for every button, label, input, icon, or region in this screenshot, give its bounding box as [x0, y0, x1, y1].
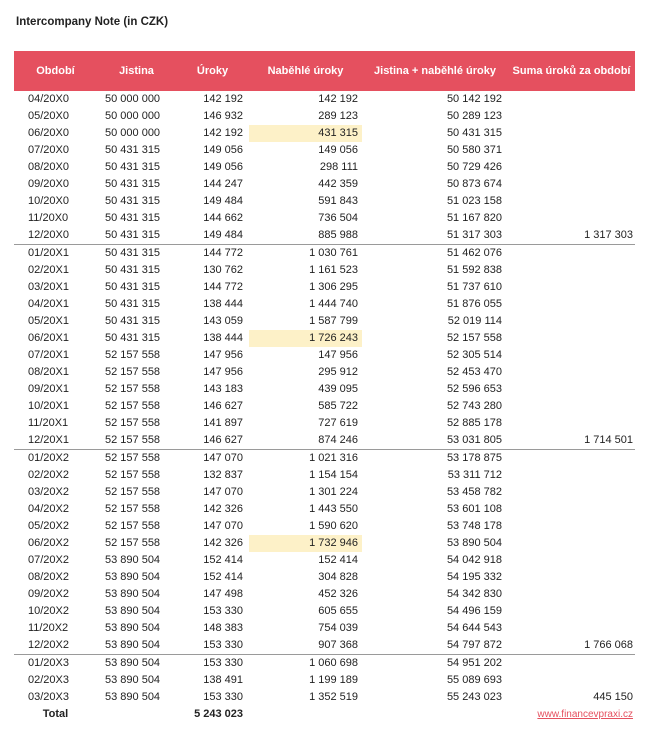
principal-plus-accrued-cell: 50 431 315 — [446, 127, 502, 139]
period-interest-sum-cell — [508, 501, 635, 518]
accrued-interest-cell: 874 246 — [318, 434, 358, 446]
interest-cell: 149 056 — [203, 144, 243, 156]
header-period: Období — [14, 51, 97, 91]
period-interest-sum-cell — [508, 176, 635, 193]
accrued-interest-cell: 298 111 — [319, 161, 358, 173]
interest-cell: 146 627 — [203, 400, 243, 412]
period-cell: 12/20X1 — [28, 434, 69, 446]
principal-cell: 53 890 504 — [105, 622, 161, 634]
accrued-interest-cell: 1 590 620 — [309, 520, 358, 532]
accrued-interest-cell: 907 368 — [318, 639, 358, 651]
period-cell: 02/20X1 — [28, 264, 69, 276]
header-principal-plus-accrued: Jistina + naběhlé úroky — [362, 51, 508, 91]
accrued-interest-cell: 295 912 — [318, 366, 358, 378]
principal-cell: 50 431 315 — [105, 264, 161, 276]
period-interest-sum-cell — [508, 159, 635, 176]
principal-cell: 50 431 315 — [105, 229, 161, 241]
table-row — [14, 296, 635, 313]
period-cell: 07/20X1 — [28, 349, 69, 361]
interest-cell: 147 956 — [203, 349, 243, 361]
accrued-interest-cell: 442 359 — [318, 178, 358, 190]
period-cell: 07/20X2 — [28, 554, 69, 566]
table-row — [14, 637, 635, 655]
period-cell: 04/20X1 — [28, 298, 69, 310]
interest-cell: 142 326 — [203, 537, 243, 549]
period-interest-sum-cell — [508, 415, 635, 432]
accrued-interest-cell: 1 352 519 — [309, 691, 358, 703]
interest-cell: 149 484 — [203, 195, 243, 207]
interest-cell: 143 183 — [203, 383, 243, 395]
table-row — [14, 313, 635, 330]
table-row — [14, 159, 635, 176]
table-row — [14, 501, 635, 518]
period-interest-sum-cell — [508, 279, 635, 296]
table-row — [14, 620, 635, 637]
table-row — [14, 603, 635, 620]
interest-cell: 132 837 — [203, 469, 243, 481]
interest-cell: 138 444 — [203, 298, 243, 310]
total-empty-cell — [97, 706, 176, 723]
accrued-interest-cell: 1 306 295 — [309, 281, 358, 293]
principal-plus-accrued-cell: 52 885 178 — [446, 417, 502, 429]
period-cell: 09/20X1 — [28, 383, 69, 395]
principal-plus-accrued-cell: 54 951 202 — [362, 655, 508, 673]
period-cell: 03/20X1 — [28, 281, 69, 293]
interest-cell: 142 192 — [203, 93, 243, 105]
interest-cell: 130 762 — [203, 264, 243, 276]
period-cell: 04/20X2 — [28, 503, 69, 515]
accrued-interest-cell: 1 732 946 — [249, 535, 362, 552]
interest-cell: 153 330 — [203, 639, 243, 651]
total-row — [14, 706, 635, 723]
total-empty-cell — [362, 706, 508, 723]
period-interest-sum-cell — [508, 450, 635, 468]
principal-plus-accrued-cell: 51 592 838 — [446, 264, 502, 276]
interest-cell: 141 897 — [203, 417, 243, 429]
principal-plus-accrued-cell: 51 023 158 — [446, 195, 502, 207]
table-row — [14, 432, 635, 450]
header-row — [14, 51, 635, 91]
period-interest-sum-cell: 1 766 068 — [584, 639, 633, 651]
table-row — [14, 569, 635, 586]
principal-plus-accrued-cell: 53 601 108 — [446, 503, 502, 515]
principal-plus-accrued-cell: 53 458 782 — [446, 486, 502, 498]
table-row — [14, 484, 635, 501]
period-cell: 08/20X0 — [28, 161, 69, 173]
principal-cell: 52 157 558 — [105, 486, 161, 498]
table-row — [14, 467, 635, 484]
period-cell: 05/20X0 — [28, 110, 69, 122]
accrued-interest-cell: 1 199 189 — [309, 674, 358, 686]
period-interest-sum-cell — [508, 672, 635, 689]
table-row — [14, 108, 635, 125]
principal-cell: 50 000 000 — [105, 127, 161, 139]
principal-plus-accrued-cell: 53 748 178 — [446, 520, 502, 532]
period-interest-sum-cell — [508, 262, 635, 279]
period-cell: 09/20X0 — [28, 178, 69, 190]
report-title: Intercompany Note (in CZK) — [16, 16, 169, 28]
period-interest-sum-cell: 445 150 — [593, 691, 633, 703]
accrued-interest-cell: 452 326 — [318, 588, 358, 600]
period-interest-sum-cell — [508, 210, 635, 227]
table-row — [14, 91, 635, 108]
period-cell: 11/20X0 — [28, 212, 69, 224]
principal-plus-accrued-cell: 52 743 280 — [446, 400, 502, 412]
accrued-interest-cell: 885 988 — [318, 229, 358, 241]
accrued-interest-cell: 1 587 799 — [309, 315, 358, 327]
interest-cell: 142 326 — [203, 503, 243, 515]
interest-cell: 143 059 — [203, 315, 243, 327]
principal-plus-accrued-cell: 55 089 693 — [446, 674, 502, 686]
accrued-interest-cell: 1 161 523 — [309, 264, 358, 276]
header-accrued-interest: Naběhlé úroky — [249, 51, 362, 91]
interest-cell: 147 956 — [203, 366, 243, 378]
principal-plus-accrued-cell: 54 042 918 — [446, 554, 502, 566]
period-cell: 11/20X2 — [28, 622, 69, 634]
table-row — [14, 364, 635, 381]
period-cell: 02/20X2 — [28, 469, 69, 481]
principal-cell: 50 431 315 — [105, 281, 161, 293]
interest-cell: 146 627 — [203, 434, 243, 446]
period-interest-sum-cell — [508, 125, 635, 142]
interest-cell: 149 056 — [203, 161, 243, 173]
table-row — [14, 347, 635, 364]
principal-cell: 50 431 315 — [105, 298, 161, 310]
period-interest-sum-cell — [508, 91, 635, 108]
table-row — [14, 381, 635, 398]
table-row — [14, 142, 635, 159]
period-cell: 01/20X2 — [14, 450, 97, 468]
period-interest-sum-cell — [508, 330, 635, 347]
accrued-interest-cell: 289 123 — [318, 110, 358, 122]
interest-cell: 152 414 — [203, 571, 243, 583]
principal-cell: 50 000 000 — [105, 110, 161, 122]
accrued-interest-cell: 1 021 316 — [249, 450, 362, 468]
period-cell: 12/20X2 — [28, 639, 69, 651]
principal-plus-accrued-cell: 50 729 426 — [446, 161, 502, 173]
period-interest-sum-cell — [508, 245, 635, 263]
table-row — [14, 262, 635, 279]
table-row — [14, 689, 635, 706]
interest-cell: 138 444 — [203, 332, 243, 344]
accrued-interest-cell: 1 726 243 — [249, 330, 362, 347]
period-interest-sum-cell — [508, 603, 635, 620]
accrued-interest-cell: 591 843 — [318, 195, 358, 207]
total-interest: 5 243 023 — [194, 708, 243, 720]
interest-cell: 147 070 — [203, 486, 243, 498]
accrued-interest-cell: 1 060 698 — [249, 655, 362, 673]
principal-cell: 53 890 504 — [97, 655, 176, 673]
period-cell: 03/20X2 — [28, 486, 69, 498]
principal-cell: 53 890 504 — [105, 639, 161, 651]
principal-plus-accrued-cell: 54 644 543 — [446, 622, 502, 634]
accrued-interest-cell: 147 956 — [318, 349, 358, 361]
principal-plus-accrued-cell: 52 596 653 — [446, 383, 502, 395]
principal-cell: 52 157 558 — [105, 434, 161, 446]
period-cell: 08/20X2 — [28, 571, 69, 583]
accrued-interest-cell: 1 030 761 — [249, 245, 362, 263]
accrued-interest-cell: 149 056 — [318, 144, 358, 156]
period-interest-sum-cell — [508, 467, 635, 484]
period-interest-sum-cell — [508, 518, 635, 535]
accrued-interest-cell: 439 095 — [318, 383, 358, 395]
period-cell: 03/20X3 — [28, 691, 69, 703]
principal-plus-accrued-cell: 54 195 332 — [446, 571, 502, 583]
table-row — [14, 398, 635, 415]
principal-cell: 50 431 315 — [105, 144, 161, 156]
interest-cell: 147 070 — [203, 520, 243, 532]
total-label: Total — [42, 708, 69, 720]
table-row — [14, 535, 635, 552]
accrued-interest-cell: 1 443 550 — [309, 503, 358, 515]
principal-cell: 50 431 315 — [97, 245, 176, 263]
table-row — [14, 330, 635, 347]
table-row — [14, 552, 635, 569]
table-row — [14, 672, 635, 689]
principal-plus-accrued-cell: 53 178 875 — [362, 450, 508, 468]
principal-cell: 52 157 558 — [97, 450, 176, 468]
interest-cell: 144 772 — [203, 281, 243, 293]
period-interest-sum-cell — [508, 586, 635, 603]
table-row — [14, 586, 635, 603]
principal-plus-accrued-cell: 51 317 303 — [446, 229, 502, 241]
source-link-cell — [508, 706, 635, 723]
table-row — [14, 518, 635, 535]
principal-cell: 53 890 504 — [105, 674, 161, 686]
interest-cell: 147 498 — [203, 588, 243, 600]
period-cell: 08/20X1 — [28, 366, 69, 378]
interest-cell: 153 330 — [203, 691, 243, 703]
period-interest-sum-cell — [508, 655, 635, 673]
period-interest-sum-cell — [508, 398, 635, 415]
accrued-interest-cell: 605 655 — [318, 605, 358, 617]
period-cell: 01/20X3 — [14, 655, 97, 673]
principal-cell: 52 157 558 — [105, 400, 161, 412]
header-principal: Jistina — [97, 51, 176, 91]
principal-plus-accrued-cell: 50 142 192 — [446, 93, 502, 105]
table-row — [14, 450, 635, 468]
table-row — [14, 245, 635, 263]
period-cell: 11/20X1 — [28, 417, 69, 429]
table-row — [14, 655, 635, 673]
table-row — [14, 125, 635, 142]
period-interest-sum-cell — [508, 142, 635, 159]
principal-plus-accrued-cell: 51 876 055 — [446, 298, 502, 310]
principal-cell: 50 431 315 — [105, 315, 161, 327]
table-row — [14, 227, 635, 245]
principal-plus-accrued-cell: 54 496 159 — [446, 605, 502, 617]
period-interest-sum-cell — [508, 381, 635, 398]
principal-cell: 52 157 558 — [105, 349, 161, 361]
interest-cell: 138 491 — [203, 674, 243, 686]
period-cell: 10/20X0 — [28, 195, 69, 207]
principal-cell: 52 157 558 — [105, 417, 161, 429]
accrued-interest-cell: 152 414 — [318, 554, 358, 566]
period-cell: 07/20X0 — [28, 144, 69, 156]
principal-plus-accrued-cell: 55 243 023 — [446, 691, 502, 703]
accrued-interest-cell: 585 722 — [318, 400, 358, 412]
principal-plus-accrued-cell: 53 311 712 — [447, 469, 502, 481]
period-interest-sum-cell — [508, 347, 635, 364]
period-cell: 10/20X2 — [28, 605, 69, 617]
principal-cell: 52 157 558 — [105, 520, 161, 532]
period-cell: 04/20X0 — [28, 93, 69, 105]
principal-plus-accrued-cell: 50 289 123 — [446, 110, 502, 122]
accrued-interest-cell: 1 154 154 — [309, 469, 358, 481]
principal-cell: 50 000 000 — [105, 93, 161, 105]
header-period-interest-sum: Suma úroků za období — [508, 51, 635, 91]
principal-plus-accrued-cell: 50 873 674 — [446, 178, 502, 190]
principal-cell: 50 431 315 — [105, 332, 161, 344]
period-interest-sum-cell — [508, 296, 635, 313]
principal-plus-accrued-cell: 51 462 076 — [362, 245, 508, 263]
principal-cell: 53 890 504 — [105, 691, 161, 703]
interest-cell: 148 383 — [203, 622, 243, 634]
period-cell: 06/20X1 — [28, 332, 69, 344]
period-interest-sum-cell: 1 317 303 — [584, 229, 633, 241]
principal-cell: 52 157 558 — [105, 383, 161, 395]
accrued-interest-cell: 754 039 — [318, 622, 358, 634]
period-interest-sum-cell — [508, 535, 635, 552]
period-interest-sum-cell — [508, 193, 635, 210]
period-cell: 06/20X2 — [28, 537, 69, 549]
period-cell: 12/20X0 — [28, 229, 69, 241]
principal-plus-accrued-cell: 51 167 820 — [446, 212, 502, 224]
principal-plus-accrued-cell: 52 019 114 — [447, 315, 502, 327]
principal-plus-accrued-cell: 52 157 558 — [446, 332, 502, 344]
principal-plus-accrued-cell: 54 797 872 — [446, 639, 502, 651]
table-row — [14, 210, 635, 227]
accrued-interest-cell: 431 315 — [249, 125, 362, 142]
principal-cell: 52 157 558 — [105, 503, 161, 515]
source-link[interactable]: www.financevpraxi.cz — [537, 709, 633, 720]
interest-cell: 153 330 — [203, 605, 243, 617]
principal-plus-accrued-cell: 53 890 504 — [446, 537, 502, 549]
accrued-interest-cell: 304 828 — [318, 571, 358, 583]
table-row — [14, 176, 635, 193]
period-interest-sum-cell — [508, 620, 635, 637]
period-cell: 05/20X1 — [28, 315, 69, 327]
accrued-interest-cell: 736 504 — [318, 212, 358, 224]
principal-cell: 52 157 558 — [105, 366, 161, 378]
period-interest-sum-cell — [508, 552, 635, 569]
principal-plus-accrued-cell: 51 737 610 — [446, 281, 502, 293]
principal-cell: 50 431 315 — [105, 195, 161, 207]
table-row — [14, 415, 635, 432]
table-row — [14, 193, 635, 210]
principal-cell: 50 431 315 — [105, 212, 161, 224]
accrued-interest-cell: 1 301 224 — [309, 486, 358, 498]
principal-cell: 53 890 504 — [105, 554, 161, 566]
accrued-interest-cell: 142 192 — [318, 93, 358, 105]
interest-cell: 153 330 — [176, 655, 249, 673]
principal-cell: 50 431 315 — [105, 178, 161, 190]
period-cell: 05/20X2 — [28, 520, 69, 532]
interest-cell: 144 247 — [203, 178, 243, 190]
principal-plus-accrued-cell: 50 580 371 — [446, 144, 502, 156]
principal-cell: 53 890 504 — [105, 588, 161, 600]
period-cell: 10/20X1 — [28, 400, 69, 412]
interest-cell: 142 192 — [203, 127, 243, 139]
period-interest-sum-cell — [508, 108, 635, 125]
principal-cell: 53 890 504 — [105, 571, 161, 583]
table-row — [14, 279, 635, 296]
interest-cell: 152 414 — [203, 554, 243, 566]
total-empty-cell — [249, 706, 362, 723]
principal-cell: 50 431 315 — [105, 161, 161, 173]
principal-plus-accrued-cell: 53 031 805 — [446, 434, 502, 446]
period-interest-sum-cell — [508, 313, 635, 330]
period-interest-sum-cell: 1 714 501 — [584, 434, 633, 446]
accrued-interest-cell: 727 619 — [318, 417, 358, 429]
intercompany-note-table — [14, 51, 635, 723]
principal-plus-accrued-cell: 52 453 470 — [446, 366, 502, 378]
period-cell: 06/20X0 — [28, 127, 69, 139]
interest-cell: 146 932 — [203, 110, 243, 122]
interest-cell: 144 772 — [176, 245, 249, 263]
interest-cell: 144 662 — [203, 212, 243, 224]
principal-plus-accrued-cell: 52 305 514 — [446, 349, 502, 361]
principal-plus-accrued-cell: 54 342 830 — [446, 588, 502, 600]
period-cell: 01/20X1 — [14, 245, 97, 263]
period-cell: 02/20X3 — [28, 674, 69, 686]
period-interest-sum-cell — [508, 364, 635, 381]
principal-cell: 53 890 504 — [105, 605, 161, 617]
principal-cell: 52 157 558 — [105, 537, 161, 549]
interest-cell: 147 070 — [176, 450, 249, 468]
period-cell: 09/20X2 — [28, 588, 69, 600]
interest-cell: 149 484 — [203, 229, 243, 241]
header-interest: Úroky — [176, 51, 249, 91]
period-interest-sum-cell — [508, 569, 635, 586]
principal-cell: 52 157 558 — [105, 469, 161, 481]
period-interest-sum-cell — [508, 484, 635, 501]
accrued-interest-cell: 1 444 740 — [309, 298, 358, 310]
